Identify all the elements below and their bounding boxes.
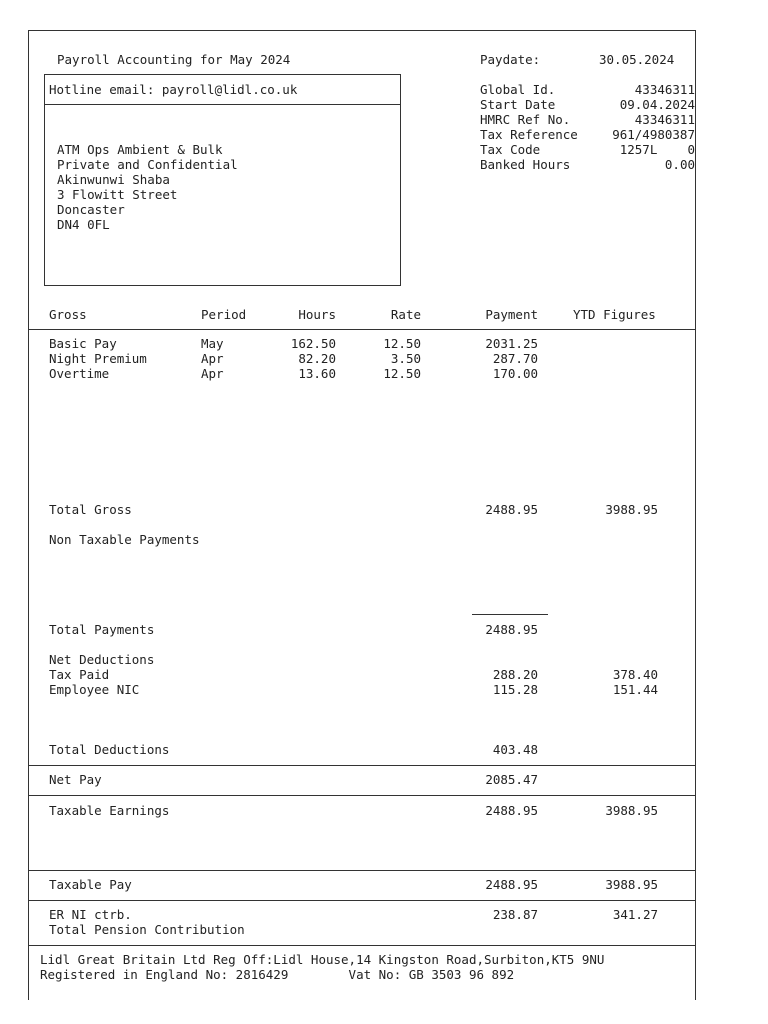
gross-item-rate: 12.50 xyxy=(383,366,421,381)
gross-item-rate: 3.50 xyxy=(390,351,421,366)
non-taxable-label: Non Taxable Payments xyxy=(49,532,200,547)
info-label: Tax Reference xyxy=(480,127,578,142)
taxable-earnings-ytd: 3988.95 xyxy=(605,803,658,818)
info-value: 961/4980387 xyxy=(612,127,695,142)
frame-left xyxy=(28,30,29,1000)
col-payment: Payment xyxy=(485,307,538,322)
address-line: ATM Ops Ambient & Bulk xyxy=(57,142,223,157)
frame-top xyxy=(28,30,696,31)
hotline-email: Hotline email: payroll@lidl.co.uk xyxy=(49,82,298,97)
taxable-earnings-label: Taxable Earnings xyxy=(49,803,170,818)
footer-line-2: Registered in England No: 2816429 Vat No: GB 3503 96 892 xyxy=(40,967,515,982)
er-ni-payment: 238.87 xyxy=(492,907,538,922)
address-line: Doncaster xyxy=(57,202,125,217)
address-line: DN4 0FL xyxy=(57,217,110,232)
info-value: 09.04.2024 xyxy=(619,97,695,112)
info-value: 43346311 xyxy=(634,82,695,97)
frame-right xyxy=(695,30,696,1000)
address-line: Private and Confidential xyxy=(57,157,238,172)
info-value: 43346311 xyxy=(634,112,695,127)
address-line: 3 Flowitt Street xyxy=(57,187,178,202)
total-payments-label: Total Payments xyxy=(49,622,155,637)
total-gross-payment: 2488.95 xyxy=(485,502,538,517)
pension-label: Total Pension Contribution xyxy=(49,922,245,937)
taxable-pay-ytd: 3988.95 xyxy=(605,877,658,892)
address-line: Akinwunwi Shaba xyxy=(57,172,170,187)
total-payments-value: 2488.95 xyxy=(485,622,538,637)
deduction-payment: 115.28 xyxy=(492,682,538,697)
gross-item-name: Basic Pay xyxy=(49,336,117,351)
header-divider xyxy=(28,329,696,330)
taxable-earnings-payment: 2488.95 xyxy=(485,803,538,818)
net-pay-top-divider xyxy=(28,765,696,766)
info-label: Tax Code xyxy=(480,142,541,157)
net-pay-value: 2085.47 xyxy=(485,772,538,787)
gross-item-payment: 2031.25 xyxy=(485,336,538,351)
taxable-pay-payment: 2488.95 xyxy=(485,877,538,892)
col-hours: Hours xyxy=(298,307,336,322)
deduction-payment: 288.20 xyxy=(492,667,538,682)
info-label: Start Date xyxy=(480,97,556,112)
deduction-ytd: 151.44 xyxy=(612,682,658,697)
gross-item-hours: 162.50 xyxy=(290,336,336,351)
gross-item-rate: 12.50 xyxy=(383,336,421,351)
net-pay-bottom-divider xyxy=(28,795,696,796)
gross-item-name: Night Premium xyxy=(49,351,147,366)
gross-item-hours: 13.60 xyxy=(298,366,336,381)
deduction-name: Tax Paid xyxy=(49,667,110,682)
info-label: Global Id. xyxy=(480,82,556,97)
taxable-pay-label: Taxable Pay xyxy=(49,877,132,892)
col-period: Period xyxy=(201,307,247,322)
deduction-name: Employee NIC xyxy=(49,682,140,697)
page-title: Payroll Accounting for May 2024 xyxy=(57,52,291,67)
taxable-pay-bottom-divider xyxy=(28,900,696,901)
taxable-pay-top-divider xyxy=(28,870,696,871)
footer-line-1: Lidl Great Britain Ltd Reg Off:Lidl House,14 Kingston Road,Surbiton,KT5 9NU xyxy=(40,952,605,967)
gross-item-period: May xyxy=(201,336,224,351)
total-deductions-value: 403.48 xyxy=(492,742,538,757)
info-value: 0.00 xyxy=(664,157,695,172)
info-value: 1257L 0 xyxy=(619,142,695,157)
gross-item-payment: 287.70 xyxy=(492,351,538,366)
paydate-value: 30.05.2024 xyxy=(599,52,675,67)
net-deductions-label: Net Deductions xyxy=(49,652,155,667)
info-label: Banked Hours xyxy=(480,157,571,172)
info-label: HMRC Ref No. xyxy=(480,112,571,127)
gross-item-payment: 170.00 xyxy=(492,366,538,381)
footer-divider xyxy=(28,945,696,946)
er-ni-ytd: 341.27 xyxy=(612,907,658,922)
payments-underline xyxy=(472,614,548,615)
col-gross: Gross xyxy=(49,307,87,322)
address-box-divider xyxy=(44,104,400,105)
paydate-label: Paydate: xyxy=(480,52,541,67)
er-ni-label: ER NI ctrb. xyxy=(49,907,132,922)
gross-item-name: Overtime xyxy=(49,366,110,381)
col-ytd: YTD Figures xyxy=(573,307,656,322)
net-pay-label: Net Pay xyxy=(49,772,102,787)
gross-item-hours: 82.20 xyxy=(298,351,336,366)
gross-item-period: Apr xyxy=(201,366,224,381)
total-gross-ytd: 3988.95 xyxy=(605,502,658,517)
total-deductions-label: Total Deductions xyxy=(49,742,170,757)
gross-item-period: Apr xyxy=(201,351,224,366)
total-gross-label: Total Gross xyxy=(49,502,132,517)
deduction-ytd: 378.40 xyxy=(612,667,658,682)
col-rate: Rate xyxy=(390,307,421,322)
